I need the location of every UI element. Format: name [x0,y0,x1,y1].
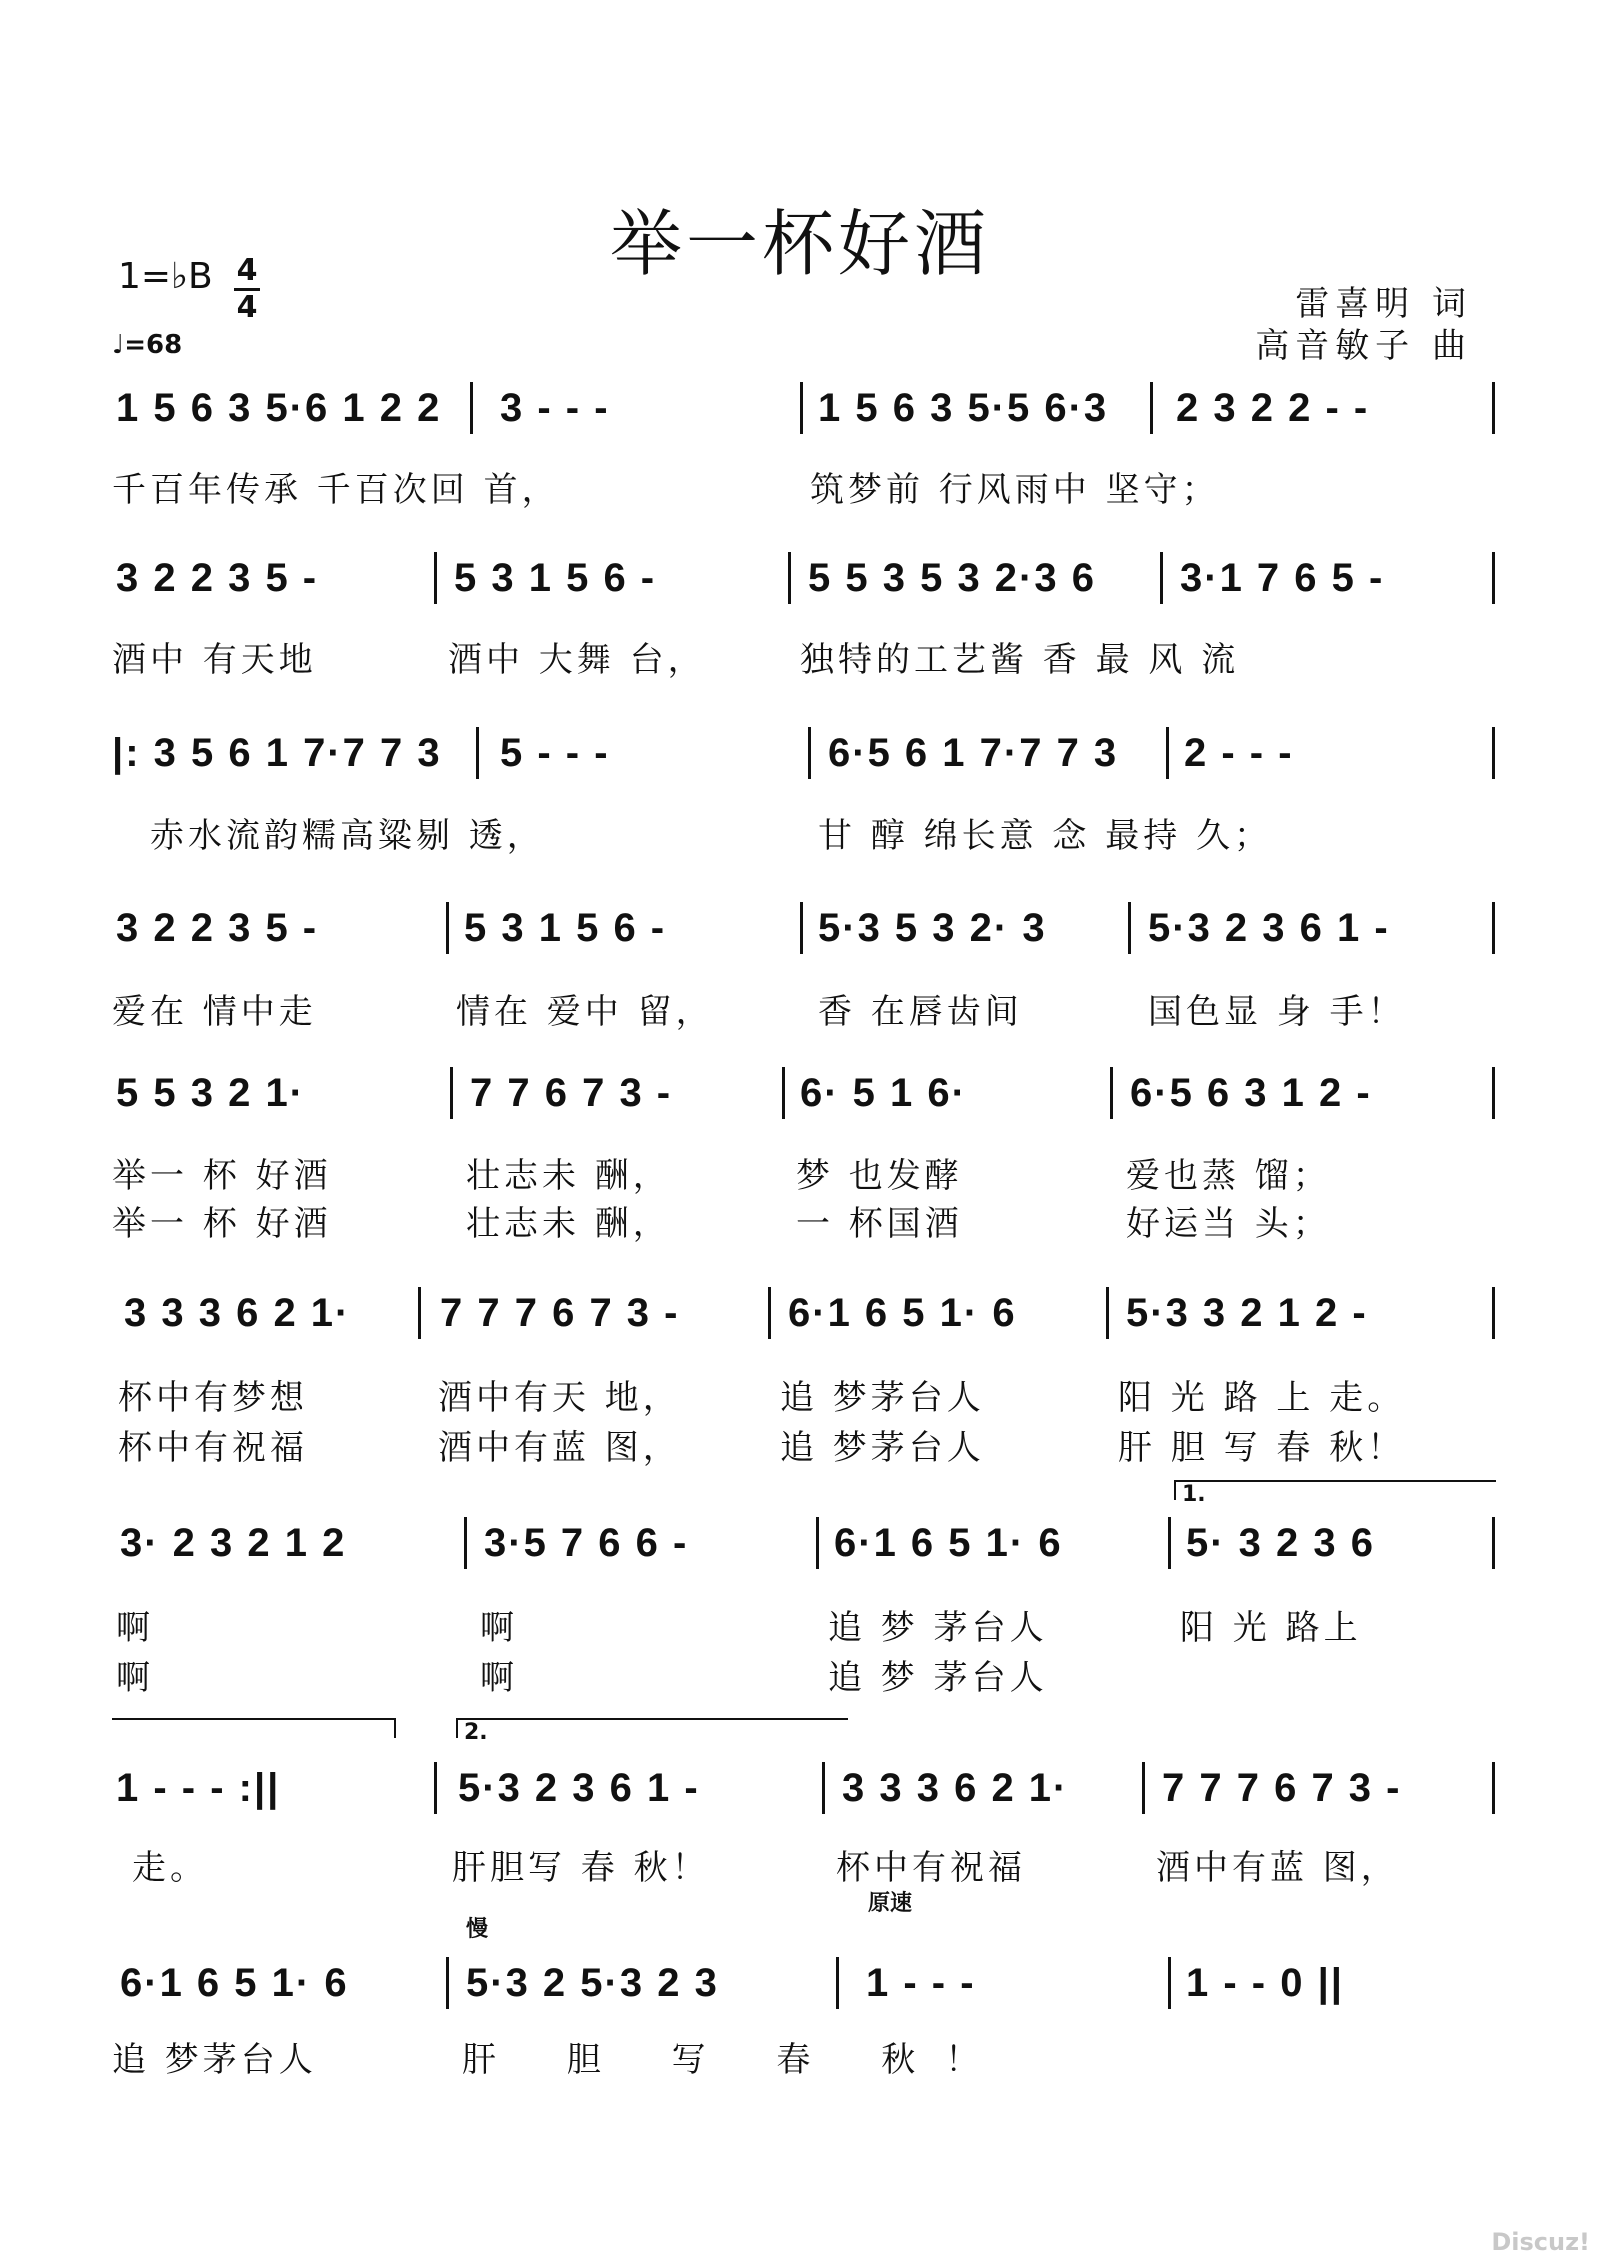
barline [1492,1517,1495,1569]
barline [446,1957,449,2009]
barline [816,1517,819,1569]
system-4-measure-4: 5·3 2 3 6 1 - [1148,906,1390,950]
system-8-lyric-b: 肝胆写 春 秋！ [452,1848,710,1888]
system-5-measure-2: 7 7 6 7 3 - [470,1071,673,1115]
time-signature-bottom: 4 [236,290,258,325]
system-7-measure-4: 5· 3 2 3 6 [1186,1521,1376,1565]
volta-1-label: 1. [1182,1482,1206,1507]
system-9-lyric-a: 追 梦茅台人 [112,2040,317,2080]
system-3-measure-2: 5 - - - [500,731,610,775]
lyricist-credit: 雷喜明 词 [1295,284,1472,324]
system-8-lyric-d: 酒中有蓝 图， [1156,1848,1399,1888]
volta-bracket-1 [1174,1480,1496,1500]
system-2-lyric-b: 酒中 大舞 台， [448,640,706,680]
system-8-measure-3: 3 3 3 6 2 1· [842,1766,1069,1810]
system-9-measure-1: 6·1 6 5 1· 6 [120,1961,349,2005]
system-4-measure-2: 5 3 1 5 6 - [464,906,667,950]
system-4-measure-1: 3 2 2 3 5 - [116,906,319,950]
system-6-lyric-1c: 追 梦茅台人 [780,1378,985,1418]
page-title: 举一杯好酒 [609,202,990,286]
barline [768,1287,771,1339]
system-5-lyric-1a: 举一 杯 好酒 [112,1156,332,1196]
key-signature: 1=♭B [118,256,213,297]
system-6-lyric-2c: 追 梦茅台人 [780,1428,985,1468]
system-4-lyric-b: 情在 爱中 留， [456,992,714,1032]
barline [1128,902,1131,954]
barline [1110,1067,1113,1119]
system-7-measure-1: 3· 2 3 2 1 2 [120,1521,347,1565]
system-2-lyric-c: 独特的工艺酱 香 最 风 流 [800,640,1240,680]
barline [450,1067,453,1119]
barline [1492,902,1495,954]
system-8-measure-1: 1 - - - :|| [116,1766,281,1810]
system-1-lyric-a: 千百年传承 千百次回 首， [112,470,560,510]
system-1-measure-2: 3 - - - [500,386,610,430]
system-4-measure-3: 5·3 5 3 2· 3 [818,906,1047,950]
system-8-lyric-a: 走。 [132,1848,208,1888]
tempo-marking: ♩=68 [112,330,183,360]
system-7-measure-2: 3·5 7 6 6 - [484,1521,689,1565]
system-5-lyric-2d: 好运当 头； [1126,1204,1331,1244]
system-2-lyric-a: 酒中 有天地 [112,640,317,680]
system-2-measure-3: 5 5 3 5 3 2·3 6 [808,556,1096,600]
barline [782,1067,785,1119]
barline [1492,552,1495,604]
system-1-lyric-b: 筑梦前 行风雨中 坚守； [810,470,1220,510]
repeat-end-barline [434,1762,437,1814]
system-9-measure-3: 1 - - - [866,1961,976,2005]
system-6-measure-3: 6·1 6 5 1· 6 [788,1291,1017,1335]
watermark-text: Discuz! [1491,2228,1590,2256]
system-7-lyric-1a: 啊 [116,1608,154,1648]
barline [464,1517,467,1569]
barline [1106,1287,1109,1339]
system-5-lyric-2c: 一 杯国酒 [796,1204,963,1244]
barline [836,1957,839,2009]
system-7-lyric-1b: 啊 [480,1608,518,1648]
system-8-measure-4: 7 7 7 6 7 3 - [1162,1766,1402,1810]
system-6-lyric-1b: 酒中有天 地， [438,1378,681,1418]
original-tempo-marking: 原速 [868,1891,913,1916]
barline [476,727,479,779]
time-signature-top: 4 [236,253,258,288]
system-6-lyric-1a: 杯中有梦想 [118,1378,308,1418]
system-1-measure-1: 1 5 6 3 5·6 1 2 2 [116,386,442,430]
system-5-lyric-1b: 壮志未 酬， [466,1156,671,1196]
barline [1492,1762,1495,1814]
system-9-measure-2: 5·3 2 5·3 2 3 [466,1961,719,2005]
system-6-lyric-2b: 酒中有蓝 图， [438,1428,681,1468]
barline [1492,727,1495,779]
barline [470,382,473,434]
system-3-measure-4: 2 - - - [1184,731,1294,775]
barline [434,552,437,604]
system-6-measure-4: 5·3 3 2 1 2 - [1126,1291,1368,1335]
volta-2-label: 2. [464,1720,488,1745]
system-4-lyric-c: 香 在唇齿间 [818,992,1023,1032]
system-6-measure-1: 3 3 3 6 2 1· [124,1291,351,1335]
system-4-lyric-d: 国色显 身 手！ [1148,992,1406,1032]
barline [446,902,449,954]
system-3-measure-1: |: 3 5 6 1 7·7 7 3 [112,731,442,775]
barline [1492,1067,1495,1119]
barline [1142,1762,1145,1814]
barline [1168,1517,1171,1569]
barline [1492,382,1495,434]
barline [808,727,811,779]
system-5-lyric-1c: 梦 也发酵 [796,1156,963,1196]
barline [1150,382,1153,434]
barline [1166,727,1169,779]
system-6-measure-2: 7 7 7 6 7 3 - [440,1291,680,1335]
system-3-measure-3: 6·5 6 1 7·7 7 3 [828,731,1119,775]
system-5-measure-1: 5 5 3 2 1· [116,1071,306,1115]
system-6-lyric-1d: 阳 光 路 上 走。 [1118,1378,1406,1418]
barline [1492,1287,1495,1339]
system-7-lyric-2b: 啊 [480,1658,518,1698]
barline [1160,552,1163,604]
barline [1168,1957,1171,2009]
barline [800,902,803,954]
barline [788,552,791,604]
volta-bracket-1-continued [112,1718,396,1738]
composer-credit: 高音敏子 曲 [1255,326,1472,366]
slow-marking: 慢 [466,1917,489,1942]
system-5-lyric-2b: 壮志未 酬， [466,1204,671,1244]
system-7-measure-3: 6·1 6 5 1· 6 [834,1521,1063,1565]
barline [418,1287,421,1339]
system-5-lyric-1d: 爱也蒸 馏； [1126,1156,1331,1196]
system-3-lyric-a: 赤水流韵糯高粱剔 透， [150,816,545,856]
system-8-measure-2: 5·3 2 3 6 1 - [458,1766,700,1810]
system-6-lyric-2a: 杯中有祝福 [118,1428,308,1468]
system-7-lyric-2a: 啊 [116,1658,154,1698]
system-1-measure-3: 1 5 6 3 5·5 6·3 [818,386,1109,430]
system-7-lyric-2c: 追 梦 茅台人 [828,1658,1048,1698]
system-1-measure-4: 2 3 2 2 - - [1176,386,1370,430]
system-4-lyric-a: 爱在 情中走 [112,992,317,1032]
system-7-lyric-1c: 追 梦 茅台人 [828,1608,1048,1648]
barline [800,382,803,434]
volta-bracket-2 [456,1718,848,1738]
system-6-lyric-2d: 肝 胆 写 春 秋！ [1118,1428,1406,1468]
system-2-measure-4: 3·1 7 6 5 - [1180,556,1385,600]
system-8-lyric-c: 杯中有祝福 [836,1848,1026,1888]
barline [822,1762,825,1814]
system-5-measure-3: 6· 5 1 6· [800,1071,967,1115]
system-7-lyric-1d: 阳 光 路上 [1180,1608,1362,1648]
system-3-lyric-b: 甘 醇 绵长意 念 最持 久； [818,816,1273,856]
time-signature [232,254,262,325]
system-9-lyric-b: 肝 胆 写 春 秋！ [462,2040,1010,2080]
system-5-lyric-2a: 举一 杯 好酒 [112,1204,332,1244]
system-2-measure-2: 5 3 1 5 6 - [454,556,657,600]
system-2-measure-1: 3 2 2 3 5 - [116,556,319,600]
system-5-measure-4: 6·5 6 3 1 2 - [1130,1071,1372,1115]
system-9-measure-4: 1 - - 0 || [1186,1961,1344,2005]
